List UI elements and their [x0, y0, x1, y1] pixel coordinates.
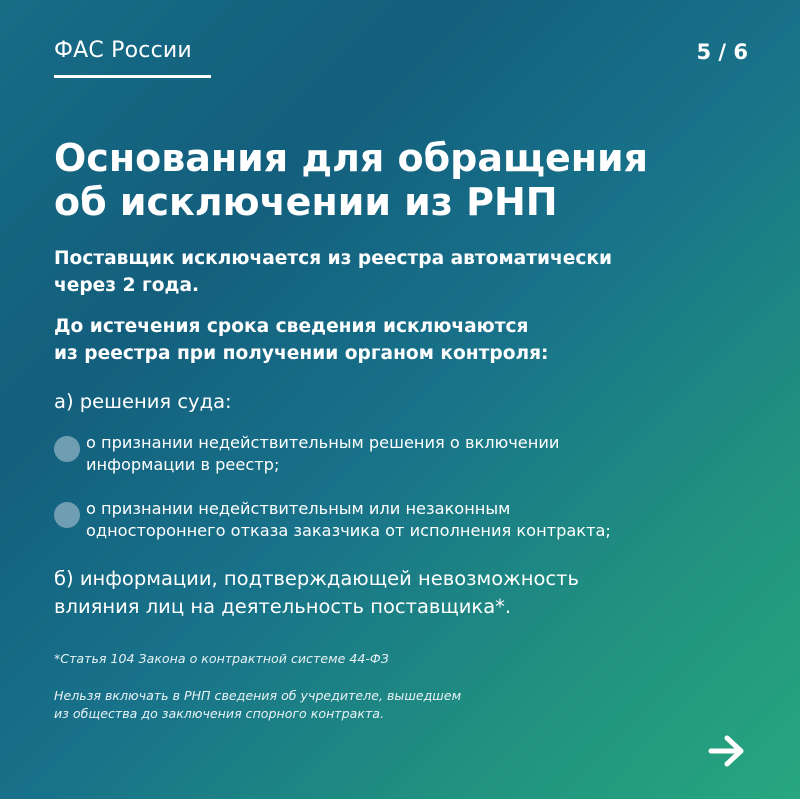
footnote-founder-note: Нельзя включать в РНП сведения об учредителе, вышедшем из общества до заключения спорного контракта.: [54, 688, 462, 721]
title-line-1: Основания для обращения: [54, 136, 649, 180]
bullet-dot-icon: [54, 436, 80, 462]
lead-2-line-2: из реестра при получении органом контроля:: [54, 343, 549, 364]
lead-paragraph-early-exclusion: [54, 313, 754, 367]
bullet-dot-icon: [54, 502, 80, 528]
lead-1-line-1: Поставщик исключается из реестра автоматически: [54, 248, 613, 269]
lead-2-line-1: До истечения срока сведения исключаются: [54, 316, 529, 337]
lead-paragraph-auto-exclusion: [54, 245, 754, 299]
bullet-text: о признании недействительным или незаконным одностороннего отказа заказчика от исполнения контракта;: [86, 499, 611, 540]
page-counter: 5 / 6: [696, 40, 748, 64]
page-title: [54, 136, 754, 224]
list-item-court-decision: а) решения суда:: [54, 390, 232, 413]
footnote-law-reference: *Статья 104 Закона о контрактной системе 44-ФЗ: [54, 651, 389, 666]
brand-underline: [54, 75, 211, 78]
bullet-text: о признании недействительным решения о включении информации в реестр;: [86, 433, 560, 474]
arrow-right-icon[interactable]: [707, 733, 747, 769]
brand-name: ФАС России: [54, 38, 192, 63]
title-line-2: об исключении из РНП: [54, 180, 558, 224]
list-item-impossibility-info: б) информации, подтверждающей невозможность влияния лиц на деятельность поставщика*.: [54, 567, 579, 618]
lead-1-line-2: через 2 года.: [54, 275, 200, 296]
